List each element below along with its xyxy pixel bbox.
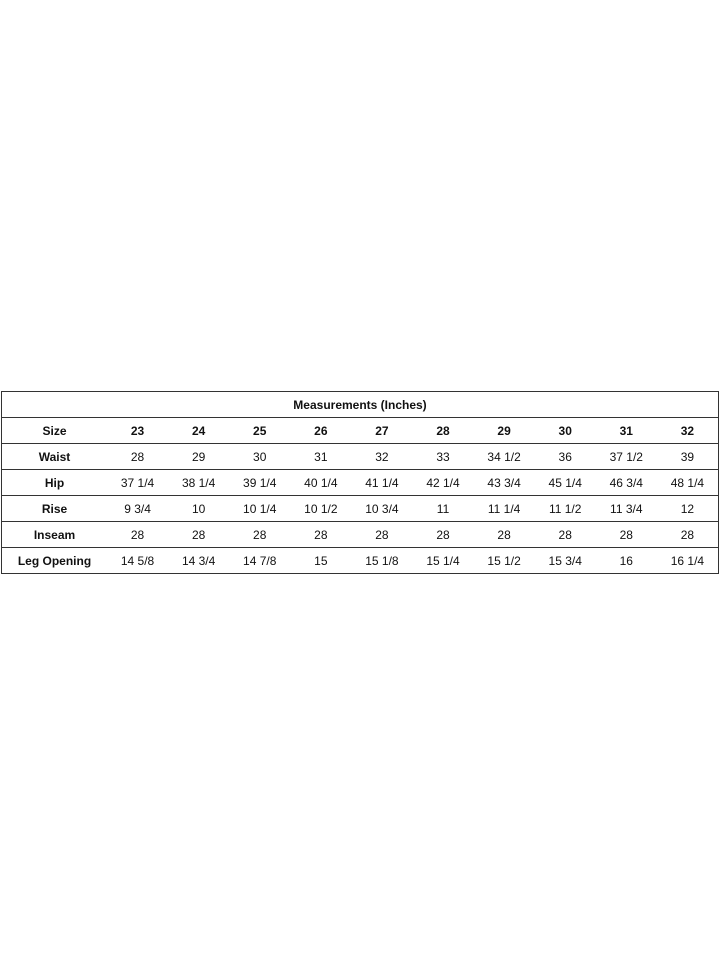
table-cell: 41 1/4 — [351, 470, 412, 496]
table-cell: 9 3/4 — [107, 496, 168, 522]
row-label: Rise — [2, 496, 107, 522]
table-cell: 28 — [535, 522, 596, 548]
table-cell: 30 — [229, 444, 290, 470]
table-cell: 10 1/4 — [229, 496, 290, 522]
table-cell: 28 — [474, 522, 535, 548]
table-cell: 48 1/4 — [657, 470, 718, 496]
table-row — [2, 522, 718, 548]
table-cell: 43 3/4 — [474, 470, 535, 496]
row-label: Inseam — [2, 522, 107, 548]
table-row — [2, 444, 718, 470]
table-cell: 28 — [351, 522, 412, 548]
table-cell: 28 — [229, 522, 290, 548]
table-cell: 10 3/4 — [351, 496, 412, 522]
table-cell: 31 — [290, 444, 351, 470]
size-chart-table — [1, 391, 719, 574]
row-label: Leg Opening — [2, 548, 107, 574]
table-cell: 16 — [596, 548, 657, 574]
table-cell: 10 — [168, 496, 229, 522]
table-cell: 11 1/4 — [474, 496, 535, 522]
table-cell: 15 — [290, 548, 351, 574]
table-cell: 34 1/2 — [474, 444, 535, 470]
table-cell: 28 — [168, 522, 229, 548]
table-cell: 15 1/4 — [412, 548, 473, 574]
measurements-table — [2, 392, 718, 573]
table-cell: 28 — [290, 522, 351, 548]
table-cell: 37 1/2 — [596, 444, 657, 470]
size-row — [2, 418, 718, 444]
table-title-row — [2, 392, 718, 418]
table-cell: 42 1/4 — [412, 470, 473, 496]
size-row-label: Size — [2, 418, 107, 444]
table-cell: 36 — [535, 444, 596, 470]
table-cell: 14 3/4 — [168, 548, 229, 574]
table-cell: 11 3/4 — [596, 496, 657, 522]
table-cell: 10 1/2 — [290, 496, 351, 522]
table-cell: 11 — [412, 496, 473, 522]
size-cell: 24 — [168, 418, 229, 444]
table-cell: 12 — [657, 496, 718, 522]
size-cell: 32 — [657, 418, 718, 444]
table-cell: 45 1/4 — [535, 470, 596, 496]
table-cell: 28 — [107, 522, 168, 548]
table-title: Measurements (Inches) — [293, 397, 427, 412]
size-cell: 23 — [107, 418, 168, 444]
size-cell: 31 — [596, 418, 657, 444]
table-cell: 15 1/2 — [474, 548, 535, 574]
table-row — [2, 470, 718, 496]
size-cell: 29 — [474, 418, 535, 444]
table-cell: 39 — [657, 444, 718, 470]
table-cell: 15 3/4 — [535, 548, 596, 574]
table-cell: 15 1/8 — [351, 548, 412, 574]
table-cell: 40 1/4 — [290, 470, 351, 496]
table-cell: 32 — [351, 444, 412, 470]
table-row — [2, 496, 718, 522]
table-cell: 28 — [596, 522, 657, 548]
size-cell: 25 — [229, 418, 290, 444]
table-cell: 29 — [168, 444, 229, 470]
size-cell: 27 — [351, 418, 412, 444]
table-body — [2, 418, 718, 574]
table-cell: 28 — [107, 444, 168, 470]
table-cell: 46 3/4 — [596, 470, 657, 496]
table-cell: 11 1/2 — [535, 496, 596, 522]
row-label: Hip — [2, 470, 107, 496]
table-cell: 28 — [412, 522, 473, 548]
size-cell: 30 — [535, 418, 596, 444]
row-label: Waist — [2, 444, 107, 470]
table-cell: 14 5/8 — [107, 548, 168, 574]
table-cell: 38 1/4 — [168, 470, 229, 496]
table-cell: 28 — [657, 522, 718, 548]
table-cell: 33 — [412, 444, 473, 470]
table-cell: 39 1/4 — [229, 470, 290, 496]
table-row — [2, 548, 718, 574]
table-cell: 37 1/4 — [107, 470, 168, 496]
size-cell: 28 — [412, 418, 473, 444]
size-cell: 26 — [290, 418, 351, 444]
table-cell: 16 1/4 — [657, 548, 718, 574]
table-cell: 14 7/8 — [229, 548, 290, 574]
